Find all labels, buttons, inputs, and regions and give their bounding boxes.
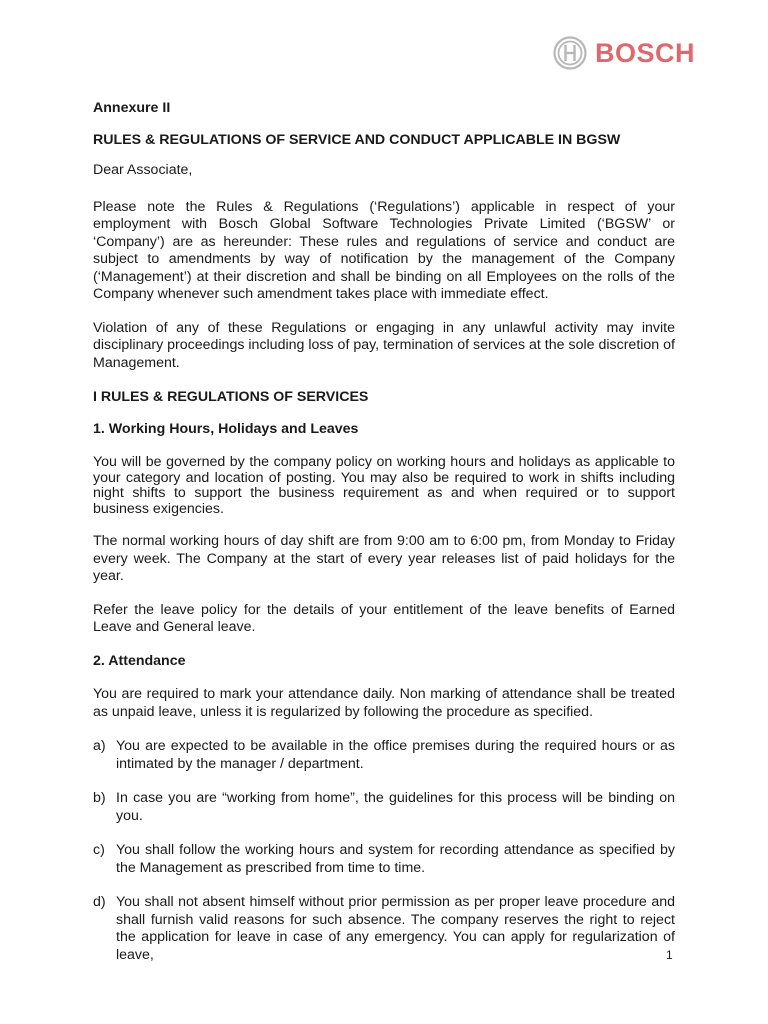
intro-paragraph-1: Please note the Rules & Regulations (‘Regulations’) applicable in respect of your employment with Bosch Global Software Technologies Private Limited (‘BGSW’ or ‘Company’) are as hereunder: These rules and regulations of service and conduct are subject to amendments by way of notification by the management of the Company (‘Management’) at their discretion and shall be binding on all Employees on the rolls of the Company whenever such amendment takes place with immediate effect. bbox=[93, 198, 675, 302]
list-marker: a) bbox=[93, 738, 106, 754]
list-marker: b) bbox=[93, 790, 106, 806]
list-item-text: In case you are “working from home”, the guidelines for this process will be binding on you. bbox=[116, 790, 675, 824]
bosch-logo bbox=[553, 36, 695, 70]
list-item bbox=[93, 842, 675, 877]
list-item-text: You shall follow the working hours and system for recording attendance as specified by the Management as prescribed from time to time. bbox=[116, 842, 675, 876]
list-marker: c) bbox=[93, 842, 105, 858]
subsection-2-intro: You are required to mark your attendance daily. Non marking of attendance shall be treated as unpaid leave, unless it is regularized by following the procedure as specified. bbox=[93, 686, 675, 720]
list-item bbox=[93, 738, 675, 773]
annexure-title: Annexure II bbox=[93, 100, 171, 116]
page-number: 1 bbox=[666, 948, 673, 962]
subsection-1-title: 1. Working Hours, Holidays and Leaves bbox=[93, 420, 359, 437]
salutation: Dear Associate, bbox=[93, 162, 193, 178]
bosch-logo-text: BOSCH bbox=[595, 38, 696, 68]
document-title: RULES & REGULATIONS OF SERVICE AND CONDUCT APPLICABLE IN BGSW bbox=[93, 131, 621, 148]
subsection-1-paragraph-2: The normal working hours of day shift are from 9:00 am to 6:00 pm, from Monday to Friday every week. The Company at the start of every year releases list of paid holidays for the year. bbox=[93, 533, 675, 584]
list-item-text: You are expected to be available in the office premises during the required hours or as intimated by the manager / department. bbox=[116, 738, 675, 772]
document-body bbox=[93, 100, 675, 964]
bosch-armature-icon bbox=[553, 36, 587, 70]
list-item bbox=[93, 894, 675, 964]
subsection-2-title: 2. Attendance bbox=[93, 652, 186, 669]
subsection-1-paragraph-1: You will be governed by the company policy on working hours and holidays as applicable to your category and location of posting. You may also be required to work in shifts including night shifts to support the business requirement as and when required or to support business exigencies. bbox=[93, 454, 675, 517]
subsection-1-paragraph-3: Refer the leave policy for the details of your entitlement of the leave benefits of Earned Leave and General leave. bbox=[93, 601, 675, 635]
list-item bbox=[93, 790, 675, 825]
intro-paragraph-2: Violation of any of these Regulations or engaging in any unlawful activity may invite disciplinary proceedings including loss of pay, termination of services at the sole discretion of Management. bbox=[93, 319, 675, 371]
list-item-text: You shall not absent himself without prior permission as per proper leave procedure and shall furnish valid reasons for such absence. The company reserves the right to reject the application for leave in case of any emergency. You can apply for regularization of leave, bbox=[116, 894, 675, 963]
section-title: I RULES & REGULATIONS OF SERVICES bbox=[93, 389, 369, 405]
list-marker: d) bbox=[93, 894, 106, 910]
